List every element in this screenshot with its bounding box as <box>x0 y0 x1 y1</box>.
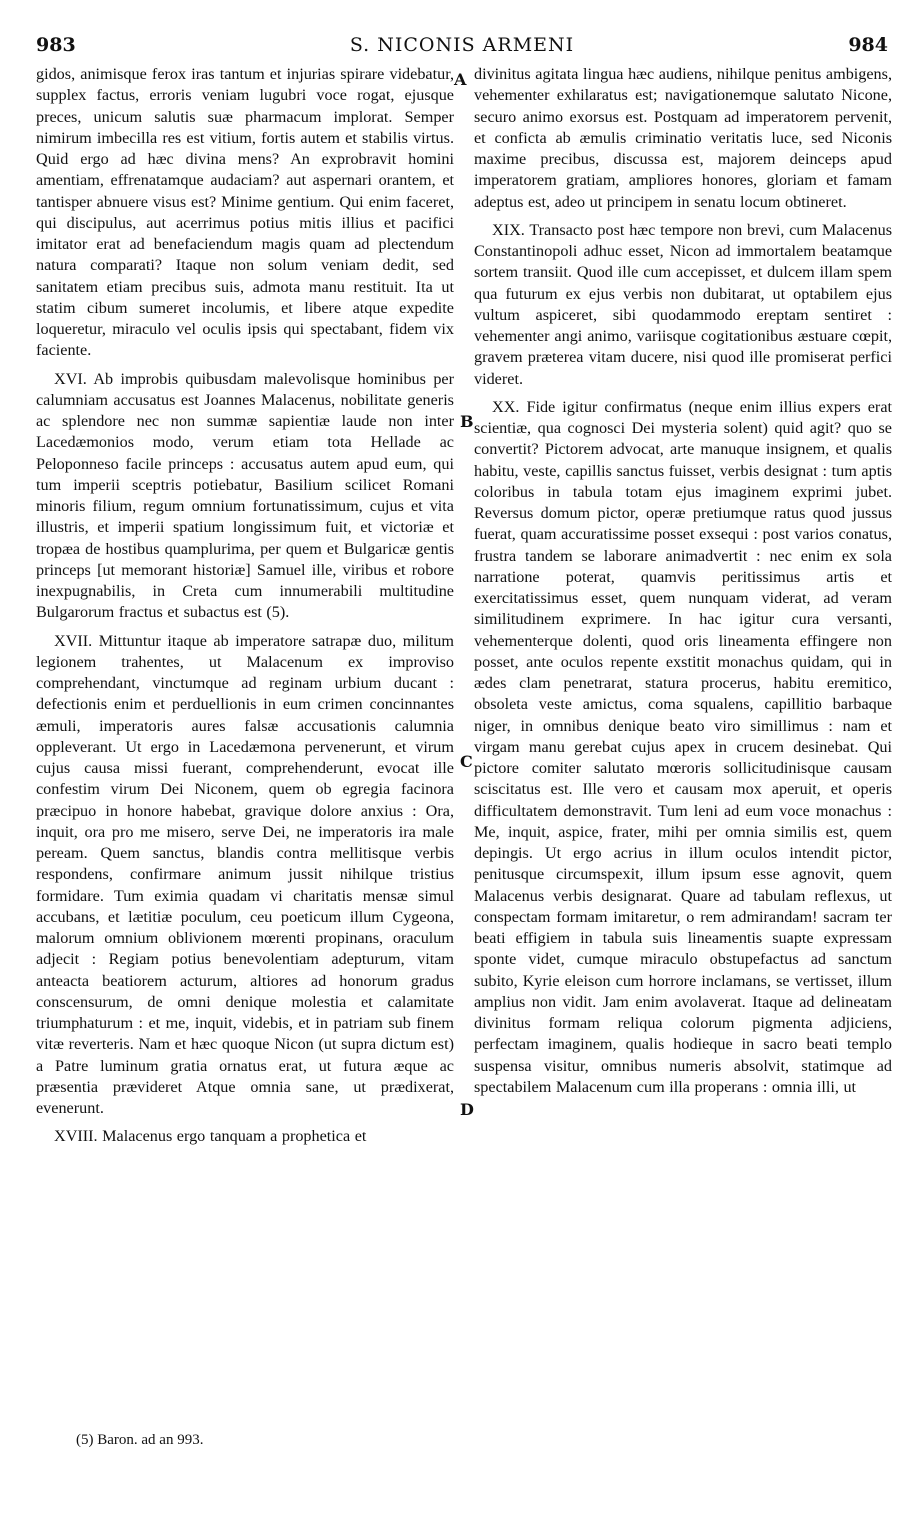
running-title: S. NICONIS ARMENI <box>349 34 575 56</box>
paragraph-xx: XX. Fide igitur confirmatus (neque enim illius expers erat scientiæ, qua cognosci Dei mysteria solent) quid agit? quo se convertit? Pictorem advocat, arte manuque insignem, et qualis habitu, veste, capillis sanctus fuisset, verbis designat : tum aptis coloribus in tabula totam ejus imaginem exprimi jubet. Reversus domum pictor, operæ pretiumque ratus quod jussus fuerat, quam accuratissime posset exsequi : post varios conatus, frustra tandem se laborare animadvertit : nec enim ex sola narratione poterat, quamvis peritissimus artis et exercitatissimus esset, quem nunquam viderat, ad veram similitudinem exprimere. In hac igitur cura versanti, vehementerque dolenti, quod oris lineamenta effingere non posset, ante oculos repente exstitit monachus quidam, qui in ædes clam penetrarat, statura procerus, habitu eremitico, obsoleta veste amictus, coma squalens, capillitio barbaque niger, in omnibus denique beato viro simillimus : nam et virgam manu gerebat cujus apex in crucem desinebat. Qui pictore comiter salutato mœroris sollicitudinisque causam sciscitatus est. Ille vero et causam mox aperuit, et operis difficultatem demonstravit. Tum leni ad eum voce monachus : Me, inquit, aspice, frater, mihi per omnia similis est, quem depingis. Ut ergo acrius in illum oculos intendit pictor, penitusque circumspexit, illum ipsum esse agnovit, quem Malacenus verbis designarat. Quare ad tabulam reflexus, ut conspectam formam imitaretur, o rem admirandam! sacram ter beati effigiem in tabula suis lineamentis suapte expressam sponte videt, cumque miraculo obstupefactus ad sanctum subito, Kyrie eleison cum horrore inclamans, se vertisset, illum amplius non vidit. Jam enim avolaverat. Itaque ad delineatam divinitus formam reliqua colorum pigmenta adjiciens, perfectam imaginem, qualis hodieque in sacro beati templo suspensa visitur, omnibus numeris absolvit, statimque ad spectabilem Malacenum cum illa properans : omnia illi, ut <box>474 397 892 1096</box>
paragraph-xvii: XVII. Mittuntur itaque ab imperatore satrapæ duo, militum legionem trahentes, ut Malacenum ex improviso comprehendant, vinctumque ad reginam urbium ducant : defectionis enim et perduellionis in eum crimen concinnantes æmuli, imperatoris aures falsæ accusationis calumnia oppleverant. Ut ergo in Lacedæmona pervenerunt, et virum cujus causa missi fuerant, comprehenderunt, evocat ille confestim virum Dei Niconem, quem ob egregia facinora præcipuo in honore habebat, gravique dolore anxius : Ora, inquit, ora pro me misero, serve Dei, ne imperatoris ira male peream. Quem sanctus, blandis contra mellitisque verbis respondens, confirmare animum jussit nihilque tristius formidare. Tum eximia quadam vi charitatis mensæ simul accubans, et lætitiæ poculum, ceu poeticum illum Cygeona, malorum omnium oblivionem mœrenti propinans, oraculum adjecit : Regiam potius benevolentiam adepturum, vitam anteacta beatiorem acturum, altiores ad honorum gradus conscensurum, de omni denique molestia et calamitate triumphaturum : et me, inquit, videbis, et in patriam sub finem vitæ reverteris. Nam et hæc quoque Nicon (ut supra dictum est) a Patre luminum gratia ornatus erat, ut futura æque ac præsentia prævideret Atque omnia sane, ut prædixerat, evenerunt. <box>36 631 454 1117</box>
margin-marker-a: A <box>454 70 467 89</box>
margin-marker-b: B <box>460 412 474 431</box>
margin-marker-d: D <box>460 1100 474 1119</box>
margin-marker-c: C <box>460 752 473 771</box>
right-column <box>474 64 892 1098</box>
paragraph: gidos, animisque ferox iras tantum et injurias spirare videbatur, supplex factus, erroris veniam lugubri voce rogat, ejusque preces, unicum salutis suæ pharmacum implorat. Semper nimirum imbecilla res est vitium, fortis autem et stabilis virtus. Quid ergo ad hæc divina mens? An exprobravit homini amentiam, effrenatamque audaciam? aut aspernari orantem, et tantisper abnuere visus est? Minime gentium. Qui enim faceret, qui discipulus, aut acerrimus potius mitis illius et pacifici imitator erat ad benefaciendum magis quam ad plectendum natura comparati? Itaque non solum veniam dedit, sed sanitatem etiam precibus suis, admota manu restituit. Ita ut statim cibum sumeret incolumis, et libere atque expedite loqueretur, miraculo vel oculis ipsis qui spectabant, fidem vix faciente. <box>36 65 454 360</box>
paragraph: divinitus agitata lingua hæc audiens, nihilque penitus ambigens, vehementer exhilaratus est; navigationemque salutato Nicone, securo animo exorsus est. Postquam ad imperatorem pervenit, et conficta ab æmulis criminatio veritatis luce, sed Niconis maxime precibus, discussa est, majorem deinceps apud imperatorem gratiam, ampliores honores, gloriam et famam adeptus est, adeo ut principem in senatu locum obtineret. <box>474 65 892 211</box>
page-number-left: 983 <box>36 34 76 56</box>
paragraph-xvi: XVI. Ab improbis quibusdam malevolisque hominibus per calumniam accusatus est Joannes Malacenus, nobilitate generis ac splendore nec non summæ sapientiæ laude non inter Lacedæmonios modo, verum etiam tota Hellade ac Peloponneso facile princeps : accusatus autem apud eum, qui tum imperii sceptris potiebatur, Basilium scilicet Romani minoris filium, regum omnium fortunatissimum, cujus et vita illustris, et imperii spatium longissimum fuit, et victoriæ et tropæa de hostibus quamplurima, per quem et Bulgaricæ gentis princeps [ut memorant historiæ] Samuel ille, viribus et robore inexpugnabilis, in Creta cum innumerabili multitudine Bulgarorum fractus et subactus est (5). <box>36 369 454 622</box>
paragraph-xviii: XVIII. Malacenus ergo tanquam a prophetica et <box>54 1127 367 1146</box>
paragraph-xix: XIX. Transacto post hæc tempore non brevi, cum Malacenus Constantinopoli adhuc esset, Nicon ad immortalem beatamque sortem transiit. Quod ille cum accepisset, et dulcem illam spem qua futurum ex ejus verbis non dubitarat, ut optabilem ejus vultum aspiceret, sibi quodammodo ereptam sentiret : vehementer angi animo, variisque cogitationibus æstuare cœpit, gravem præterea vitam ducere, nisi quod ille promiserat perfici videret. <box>474 220 892 388</box>
footnote: (5) Baron. ad an 993. <box>76 1432 204 1448</box>
left-column <box>36 64 454 1148</box>
page-number-right: 984 <box>848 34 888 56</box>
page-header <box>36 20 888 60</box>
